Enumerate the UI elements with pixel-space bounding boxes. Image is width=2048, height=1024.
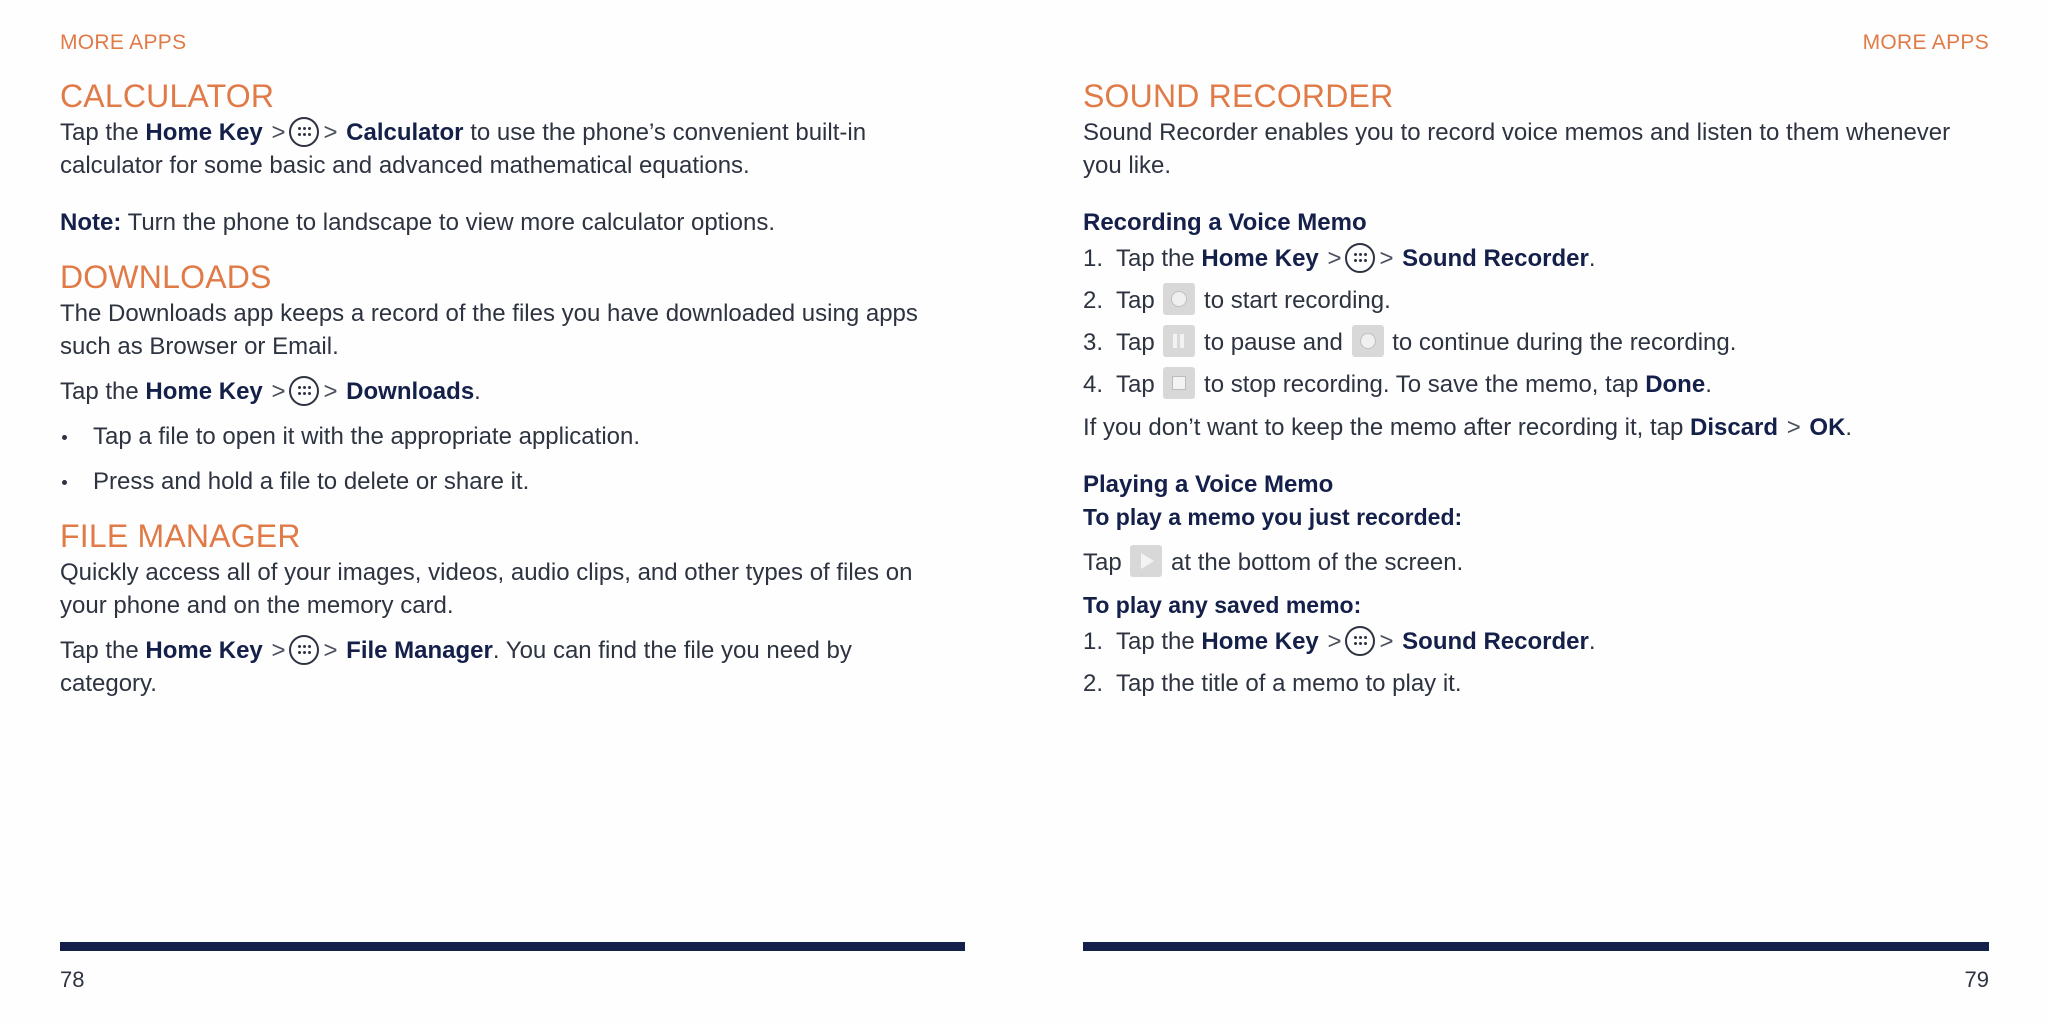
downloads-bullets <box>60 420 965 498</box>
calculator-heading: CALCULATOR <box>60 78 275 114</box>
discard-paragraph: If you don’t want to keep the memo after recording it, tap Discard > OK. <box>1083 414 1853 441</box>
recording-heading: Recording a Voice Memo <box>1083 209 1367 236</box>
running-head-left: MORE APPS <box>60 31 187 54</box>
right-page <box>1083 0 1989 1024</box>
left-content <box>60 76 965 700</box>
saved-subheading: To play any saved memo: <box>1083 592 1362 618</box>
play-icon <box>1130 545 1162 577</box>
downloads-path: Tap the Home Key > > Downloads. <box>60 375 965 408</box>
page-number-left: 78 <box>60 967 85 992</box>
list-item: 1. Tap the Home Key > > Sound Recorder. <box>1083 242 1989 275</box>
list-item: 3. Tap to pause and to continue during the recording. <box>1083 326 1989 359</box>
apps-icon <box>1345 243 1375 273</box>
apps-icon <box>1345 626 1375 656</box>
sound-recorder-heading: SOUND RECORDER <box>1083 78 1394 114</box>
just-recorded-subheading: To play a memo you just recorded: <box>1083 504 1463 530</box>
record-icon <box>1163 283 1195 315</box>
file-manager-intro: Quickly access all of your images, videos, audio clips, and other types of files on your phone and on the memory card. <box>60 559 913 619</box>
apps-icon <box>289 117 319 147</box>
calculator-paragraph: Tap the Home Key > > Calculator to use the phone’s convenient built-in calculator for some basic and advanced mathematical equations. <box>60 116 965 182</box>
home-key-label: Home Key <box>145 119 263 146</box>
downloads-intro: The Downloads app keeps a record of the files you have downloaded using apps such as Browser or Email. <box>60 300 918 360</box>
pause-icon <box>1163 325 1195 357</box>
list-item: 2. Tap to start recording. <box>1083 284 1989 317</box>
recording-steps <box>1083 242 1989 401</box>
list-item: 1. Tap the Home Key > > Sound Recorder. <box>1083 625 1989 658</box>
list-item: Press and hold a file to delete or share it. <box>60 465 965 498</box>
file-manager-path: Tap the Home Key > > File Manager. You can find the file you need by category. <box>60 634 940 700</box>
downloads-heading: DOWNLOADS <box>60 259 272 295</box>
stop-icon <box>1163 367 1195 399</box>
list-item: 2. Tap the title of a memo to play it. <box>1083 670 1462 697</box>
calculator-app-label: Calculator <box>346 119 464 146</box>
calculator-note: Note: Turn the phone to landscape to view more calculator options. <box>60 209 776 236</box>
play-paragraph: Tap at the bottom of the screen. <box>1083 546 1989 579</box>
playing-steps <box>1083 625 1989 700</box>
apps-icon <box>289 635 319 665</box>
page-number-right: 79 <box>1964 967 1989 992</box>
left-page <box>60 0 965 1024</box>
running-head-right: MORE APPS <box>1862 31 1989 54</box>
right-content <box>1083 76 1989 700</box>
file-manager-heading: FILE MANAGER <box>60 518 301 554</box>
footer-rule-right <box>1083 942 1989 951</box>
list-item: Tap a file to open it with the appropriate application. <box>60 420 965 453</box>
sound-recorder-intro: Sound Recorder enables you to record voice memos and listen to them whenever you like. <box>1083 119 1951 179</box>
apps-icon <box>289 376 319 406</box>
record-icon <box>1352 325 1384 357</box>
list-item: 4. Tap to stop recording. To save the memo, tap Done. <box>1083 368 1989 401</box>
footer-rule-left <box>60 942 965 951</box>
playing-heading: Playing a Voice Memo <box>1083 471 1334 498</box>
